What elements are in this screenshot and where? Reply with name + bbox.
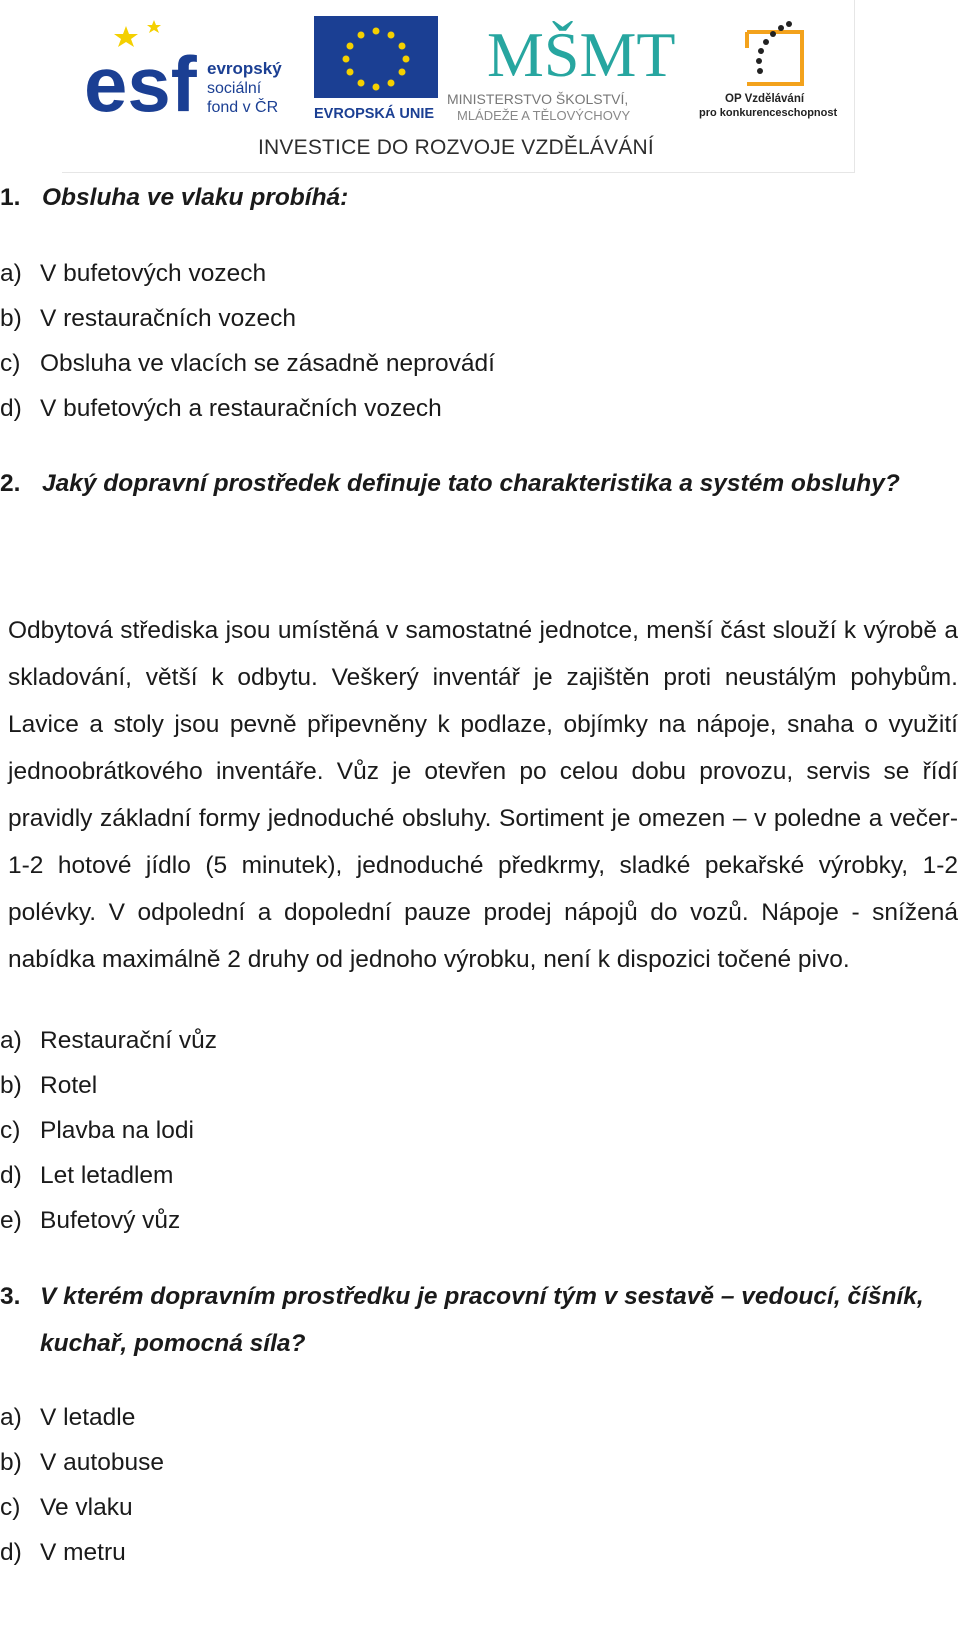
option-text: Ve vlaku (40, 1494, 133, 1521)
option-text: V letadle (40, 1404, 136, 1431)
eu-flag-logo (314, 16, 444, 126)
header-logo-band (62, 0, 855, 173)
svg-text:fond v ČR: fond v ČR (207, 99, 279, 116)
question-number: 3. (0, 1283, 21, 1310)
option-text: V bufetových vozech (40, 260, 267, 287)
option-text: Obsluha ve vlacích se zásadně neprovádí (40, 350, 495, 377)
option-2c (0, 1107, 194, 1154)
question-3 (0, 1273, 930, 1367)
banner-text: INVESTICE DO ROZVOJE VZDĚLÁVÁNÍ (258, 136, 654, 159)
option-text: V restauračních vozech (40, 305, 297, 332)
option-3c (0, 1484, 133, 1531)
option-2b (0, 1062, 97, 1109)
option-1d (0, 385, 442, 432)
msmt-logo (447, 14, 697, 126)
option-label: c) (0, 350, 21, 377)
option-text: V autobuse (40, 1449, 164, 1476)
option-label: a) (0, 260, 22, 287)
question-text: V kterém dopravním prostředku je pracovní tým v sestavě – vedoucí, číšník, kuchař, pomocná síla? (40, 1283, 924, 1357)
option-2a (0, 1017, 217, 1064)
option-label: e) (0, 1207, 22, 1234)
option-text: Restaurační vůz (40, 1027, 218, 1054)
svg-text:EVROPSKÁ UNIE: EVROPSKÁ UNIE (314, 106, 435, 122)
option-label: b) (0, 1072, 22, 1099)
option-text: Rotel (40, 1072, 98, 1099)
question-2 (0, 460, 932, 507)
op-vzdelavani-logo (697, 14, 847, 126)
svg-text:esf: esf (84, 40, 197, 126)
question-1 (0, 174, 932, 221)
svg-text:MŠMT: MŠMT (487, 19, 676, 90)
option-2e (0, 1197, 180, 1244)
option-1c (0, 340, 495, 387)
option-label: c) (0, 1494, 21, 1521)
question-number: 2. (0, 470, 21, 497)
svg-text:MLÁDEŽE A TĚLOVÝCHOVY: MLÁDEŽE A TĚLOVÝCHOVY (457, 108, 631, 123)
option-2d (0, 1152, 173, 1199)
question-text: Jaký dopravní prostředek definuje tato charakteristika a systém obsluhy? (42, 470, 900, 497)
option-3a (0, 1394, 135, 1441)
option-label: c) (0, 1117, 21, 1144)
option-label: d) (0, 1539, 22, 1566)
svg-text:OP Vzdělávání: OP Vzdělávání (725, 93, 805, 105)
svg-text:evropský: evropský (207, 59, 282, 78)
option-label: a) (0, 1027, 22, 1054)
question-2-passage: Odbytová střediska jsou umístěná v samostatné jednotce, menší část slouží k výrobě a skladování, větší k odbytu. Veškerý inventář je zajištěn proti neustálým pohybům. Lavice a stoly jsou pevně připevněny k podlaze, objímky na nápoje, snaha o využití jednoobrátkového inventáře. Vůz je otevřen po celou dobu provozu, servis se řídí pravidly základní formy jednoduché obsluhy. Sortiment je omezen – v poledne a večer- 1-2 hotové jídlo (5 minutek), jednoduché předkrmy, sladké pekařské výrobky, 1-2 polévky. V odpolední a dopolední pauze prodej nápojů do vozů. Nápoje - snížená nabídka maximálně 2 druhy od jednoho výrobku, není k dispozici točené pivo. (8, 617, 958, 973)
svg-text:MINISTERSTVO ŠKOLSTVÍ,: MINISTERSTVO ŠKOLSTVÍ, (447, 91, 629, 107)
option-label: a) (0, 1404, 22, 1431)
option-label: d) (0, 1162, 22, 1189)
esf-logo (84, 16, 294, 126)
option-label: b) (0, 305, 22, 332)
svg-text:pro konkurenceschopnost: pro konkurenceschopnost (699, 107, 838, 119)
option-1a (0, 250, 266, 297)
question-number: 1. (0, 184, 21, 211)
option-text: V metru (40, 1539, 126, 1566)
option-text: Let letadlem (40, 1162, 174, 1189)
svg-text:sociální: sociální (207, 80, 262, 97)
question-text: Obsluha ve vlaku probíhá: (42, 184, 349, 211)
option-label: d) (0, 395, 22, 422)
option-1b (0, 295, 296, 342)
option-text: V bufetových a restauračních vozech (40, 395, 442, 422)
option-3b (0, 1439, 164, 1486)
option-3d (0, 1529, 126, 1576)
option-text: Bufetový vůz (40, 1207, 181, 1234)
option-text: Plavba na lodi (40, 1117, 194, 1144)
option-label: b) (0, 1449, 22, 1476)
